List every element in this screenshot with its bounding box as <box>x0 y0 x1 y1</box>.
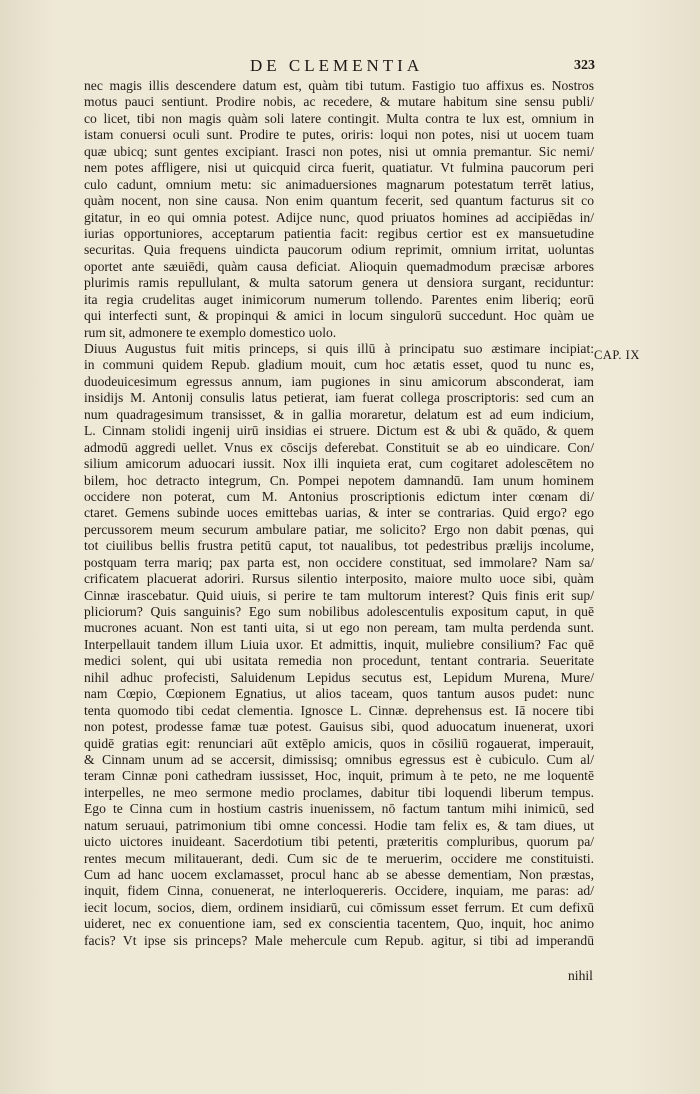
text-line: mucrones acuant. Non est tanti uita, si ut ego non peream, tam multa perdenda sunt. <box>84 620 594 636</box>
text-line: Cum ad hanc uocem exclamasset, procul hanc ab se abesse dementiam, Non præstas, <box>84 867 594 882</box>
text-line: Interpellauit tandem illum Liuia uxor. Et admittis, inquit, muliebre consilium? Fac quē <box>84 636 594 652</box>
text-line: quidē gratias egit: renunciari aūt extēplo amicis, quos in cōsiliū rogauerat, imperauit, <box>84 735 594 751</box>
text-line: teram Cinnæ poni cathedram iussisset, Hoc, inquit, primum à te peto, ne me loquentē <box>84 768 594 784</box>
text-line: facis? Vt ipse sis princeps? Male mehercule cum Repub. agitur, si tibi ad imperandū <box>84 932 594 948</box>
text-line: nem potes affligere, nisi ut quicquid circa fuerit, quatiatur. Vt fulmina paucorum peri <box>84 160 594 176</box>
text-line: Diuus Augustus fuit mitis princeps, si quis illū à principatu suo æstimare incipiat: <box>84 341 594 356</box>
text-line: L. Cinnam stolidi ingenij uirū insidias ei struere. Dictum est & ubi & quādo, & quem <box>84 423 594 439</box>
text-line: percussorem meum securum ambulare patiar, me solicito? Ergo non dabit pœnas, qui <box>84 521 594 537</box>
text-line: ita regia crudelitas auget inimicorum numerum tollendo. Parentes enim liberiq; eorū <box>84 291 594 307</box>
text-line: iecit locum, socios, diem, ordinem insidiarū, cui cōmissum esset ferrum. Et cum defixū <box>84 899 594 915</box>
text-line: occidere non poterat, cum M. Antonius proscriptionis edictum inter cœnam di/ <box>84 488 594 504</box>
text-line: Cinnæ irascebatur. Quid uiuis, si perire te tam multorum interest? Quis finis erit sup/ <box>84 587 594 603</box>
text-line: securitas. Quia frequens uindicta paucorum odium reprimit, omnium irritat, uoluntas <box>84 242 594 258</box>
text-line: nec magis illis descendere datum est, quàm tibi tutum. Fastigio tuo affixus es. Nostros <box>84 78 594 93</box>
page-number: 323 <box>574 58 595 73</box>
running-title: DE CLEMENTIA <box>250 56 424 75</box>
text-line: istam conuersi oculi sunt. Prodire te putes, oriris: loqui non potes, nisi ut uocem tuam <box>84 127 594 143</box>
text-line: pliciorum? Quis sanguinis? Ego sum nobilibus adolescentulis expositum caput, in quē <box>84 604 594 619</box>
margin-note-chapter: CAP. IX <box>594 348 640 362</box>
text-line: quàm nocent, non sine causa. Non enim quantum fecerit, sed quantum facturus sit co <box>84 193 594 209</box>
text-line: num quadragesimum transisset, & in gallia moraretur, delatum est ad eum indicium, <box>84 406 594 422</box>
text-line: in communi quidem Repub. gladium mouit, cum hoc ætatis esset, quod tu nunc es, <box>84 357 594 373</box>
text-line: crificatem placuerat adoriri. Rursus silentio interposito, maiore multo uoce sibi, quàm <box>84 571 594 587</box>
text-line: co licet, tibi non magis quàm soli latere contingit. Multa contra te lux est, omnium in <box>84 110 594 126</box>
text-line: motus pauci sentiunt. Prodire nobis, ac recedere, & mutare habitum sine sensu publi/ <box>84 94 594 110</box>
text-line: gitatur, in eo qui omnia potest. Adijce nunc, quod priuatos homines ad accipiēdas in/ <box>84 209 594 225</box>
text-line: rum sit, admonere te exemplo domestico uolo. <box>84 324 337 340</box>
catchword: nihil <box>568 968 593 983</box>
text-line: plurimis ramis repullulant, & multa satorum genera ut densiora surgant, reciduntur: <box>84 275 594 291</box>
text-line: & Cinnam unum ad se accersit, dimissisq; omnibus egressus est è cubiculo. Cum al/ <box>84 751 594 767</box>
text-line: duodeuicesimum egressus annum, iam pugiones in sinu amicorum absconderat, iam <box>84 373 594 389</box>
text-line: silium amicorum aduocari iussit. Nox illi inquieta erat, cum cogitaret adolescētem no <box>84 456 594 472</box>
text-line: non potest, prodesse famæ tuæ potest. Gauisus sibi, quod aduocatum inuenerat, uxori <box>84 719 594 735</box>
text-line: rentes mecum militauerant, dedi. Cum sic de te meruerim, occidere me constituisti. <box>84 850 594 866</box>
text-line: postquam terra mariq; pax parta est, non occidere constituat, sed immolare? Nam sa/ <box>84 554 594 570</box>
text-line: quæ ubicq; sunt gentes excipiant. Irasci non potes, nisi ut omnia premantur. Sic nemi/ <box>84 143 594 159</box>
text-line: ctaret. Gemens subinde uoces emittebas uarias, & inter se contrarias. Quid ergo? ego <box>84 505 594 521</box>
text-line: medici solent, qui ubi usitata remedia non procedunt, tentant contraria. Seueritate <box>84 653 594 669</box>
text-line: insidijs M. Antonij consulis latus petierat, iam fuerat collega proscriptoris: sed cum an <box>84 390 594 406</box>
text-line: iurias opportuniores, acceptarum patientia facit: regibus certior est ex mansuetudine <box>84 225 594 241</box>
text-line: qui interfecti sunt, & propinqui & amici in locum singulorū succedunt. Hoc quàm ue <box>84 308 594 324</box>
text-block <box>84 78 594 949</box>
text-line: uicto uictores inuideant. Sacerdotium tibi petenti, præteritis compluribus, quorum pa/ <box>84 834 594 850</box>
text-line: nam Cœpio, Cœpionem Egnatius, ut alios taceam, quos tantum ausos pudet: nunc <box>84 686 594 702</box>
text-line: bilem, hoc detracto integrum, Cn. Pompei nepotem damnandū. Iam unum hominem <box>84 472 594 488</box>
text-line: interpelles, ne meo sermone medio proclames, dabitur tibi loquendi liberum tempus. <box>84 784 594 800</box>
text-line: oportet ante sæuiēdi, quàm causa deficiat. Alioquin quemadmodum præcisæ arbores <box>84 258 594 274</box>
text-line: inquit, fidem Cinna, conuenerat, ne interloquereris. Occidere, inquiam, me paras: ad/ <box>84 883 594 899</box>
text-line: tenta quomodo tibi cedat clementia. Ignosce L. Cinnæ. deprehensus est. Iā nocere tibi <box>84 702 594 718</box>
text-line: uideret, nec ex conuentione iam, sed ex conscientia tacentem, Quo, inquit, hoc animo <box>84 916 594 932</box>
text-line: tot ciuilibus bellis frustra petitū caput, tot naualibus, tot pedestribus prælijs incolume, <box>84 538 594 554</box>
text-line: nihil adhuc profecisti, Saluidenum Lepidus secutus est, Lepidum Murena, Mure/ <box>84 669 594 685</box>
running-head <box>0 56 700 80</box>
text-line: natum seruaui, patrimonium tibi omne concessi. Hodie tam felix es, & tam diues, ut <box>84 817 594 833</box>
text-line: admodū aggredi uellet. Vnus ex cōscijs deferebat. Constituit se ab eo uindicare. Con/ <box>84 439 594 455</box>
text-line: culo cadunt, omnium metu: sic animaduersiones magnarum potestatum terrēt latius, <box>84 176 594 192</box>
text-line: Ego te Cinna cum in hostium castris inuenissem, nō factum tantum mihi inimicū, sed <box>84 801 594 817</box>
